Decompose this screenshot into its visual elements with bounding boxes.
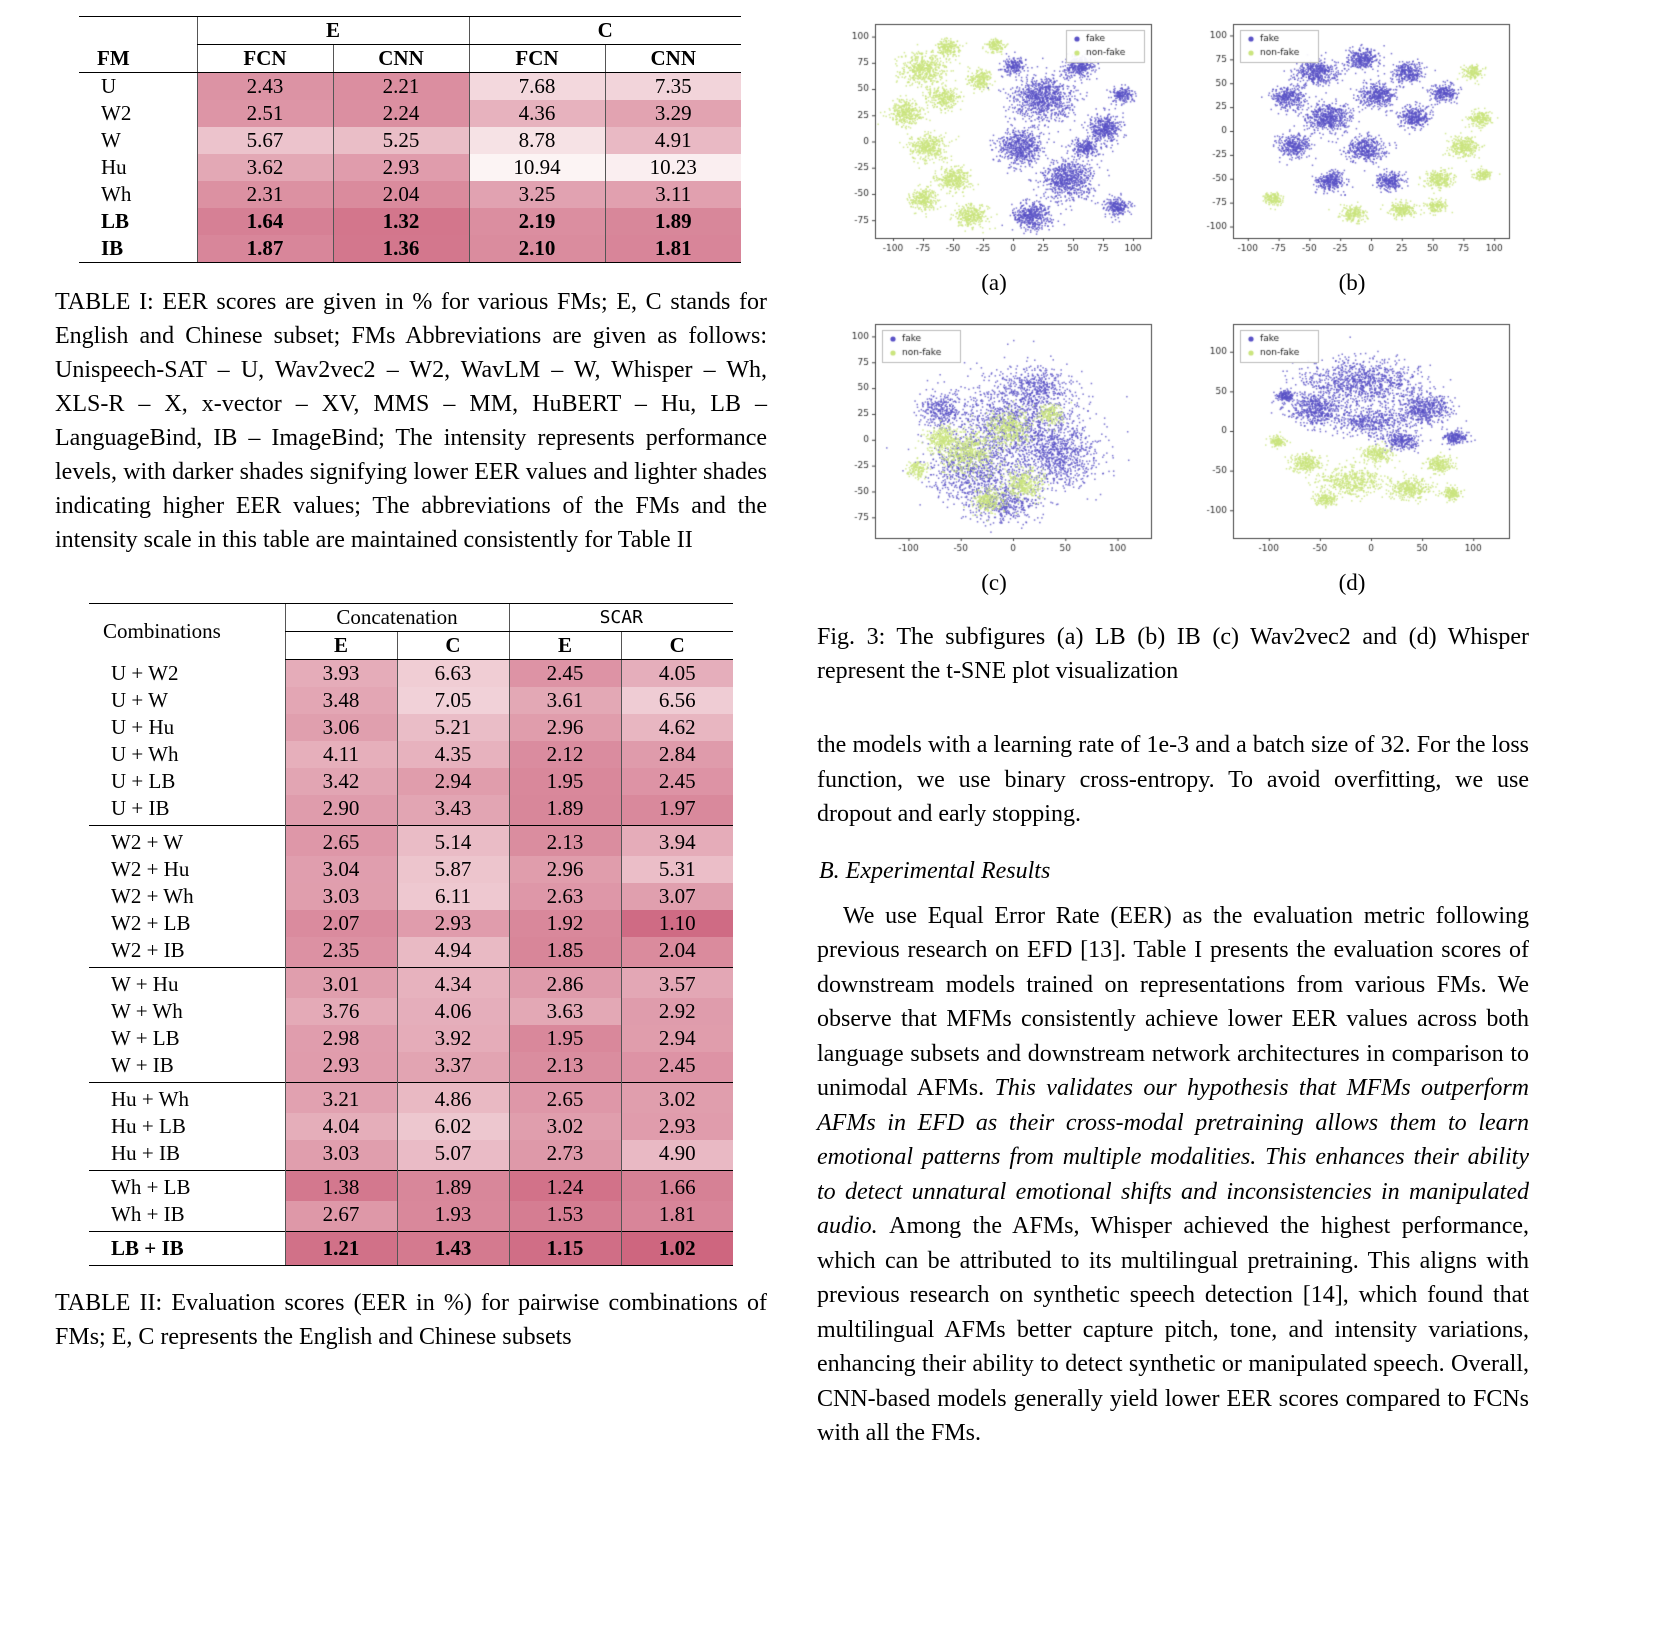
eer-cell: 1.95 — [509, 1025, 621, 1052]
table-row — [89, 937, 733, 968]
eer-cell: 3.94 — [621, 826, 733, 857]
eer-cell: 2.51 — [197, 100, 333, 127]
eer-cell: 4.91 — [605, 127, 741, 154]
eer-cell: 3.03 — [285, 883, 397, 910]
row-label: U + IB — [111, 796, 170, 820]
table-row — [89, 714, 733, 741]
table1-caption: TABLE I: EER scores are given in % for various FMs; E, C stands for English and Chinese subset; FMs Abbreviations are given as follows: Unispeech-SAT – U, Wav2vec2 – W2, WavLM – W, Whisper – Wh, XLS-R – X, x-vector – XV, MMS – MM, HuBERT – Hu, LB – LanguageBind, IB – ImageBind; The intensity represents performance levels, with darker shades signifying lower EER values and lighter shades indicating higher EER values; The abbreviations of the FMs and the intensity scale in this table are maintained consistently for Table II — [55, 289, 767, 553]
figure3-grid — [817, 16, 1529, 610]
table-row — [89, 1140, 733, 1171]
table-row — [79, 154, 741, 181]
eer-cell: 6.11 — [397, 883, 509, 910]
eer-cell: 2.86 — [509, 968, 621, 999]
eer-cell: 1.97 — [621, 795, 733, 826]
eer-cell: 2.67 — [285, 1201, 397, 1232]
eer-cell: 3.25 — [469, 181, 605, 208]
eer-cell: 2.65 — [285, 826, 397, 857]
row-label: W2 + Wh — [111, 884, 194, 908]
eer-cell: 1.95 — [509, 768, 621, 795]
eer-cell: 3.29 — [605, 100, 741, 127]
eer-cell: 3.37 — [397, 1052, 509, 1083]
eer-cell: 4.62 — [621, 714, 733, 741]
table2-caption: TABLE II: Evaluation scores (EER in %) for pairwise combinations of FMs; E, C represents the English and Chinese subsets — [55, 1290, 767, 1350]
table-row — [79, 73, 741, 101]
eer-cell: 2.73 — [509, 1140, 621, 1171]
row-label: U — [101, 74, 117, 98]
row-label: W + LB — [111, 1026, 180, 1050]
table-row — [79, 208, 741, 235]
eer-cell: 5.14 — [397, 826, 509, 857]
right-column — [817, 16, 1529, 1451]
row-label: Hu + IB — [111, 1141, 181, 1165]
eer-cell: 2.90 — [285, 795, 397, 826]
row-label: W + Hu — [89, 968, 285, 999]
eer-cell: 3.01 — [285, 968, 397, 999]
eer-cell: 2.96 — [509, 856, 621, 883]
tsne-plot-d — [1187, 316, 1517, 566]
table-row — [89, 1052, 733, 1083]
eer-cell: 4.86 — [397, 1083, 509, 1114]
subplot-label-a: (a) — [981, 270, 1007, 295]
eer-cell: 6.63 — [397, 660, 509, 688]
row-label: U + Wh — [111, 742, 179, 766]
eer-cell: 5.31 — [621, 856, 733, 883]
eer-cell: 4.04 — [285, 1113, 397, 1140]
table-1-eer — [79, 16, 741, 263]
subplot-label-c: (c) — [981, 570, 1007, 595]
table-row — [89, 1083, 733, 1114]
row-label: Hu — [101, 155, 127, 179]
eer-cell: 4.36 — [469, 100, 605, 127]
table1-col-fcn-e: FCN — [197, 45, 333, 73]
eer-cell: 3.93 — [285, 660, 397, 688]
eer-cell: 2.94 — [621, 1025, 733, 1052]
table-row — [89, 741, 733, 768]
eer-cell: 2.12 — [509, 741, 621, 768]
eer-cell: 4.35 — [397, 741, 509, 768]
eer-cell: 3.06 — [285, 714, 397, 741]
row-label: W2 + LB — [111, 911, 191, 935]
eer-cell: 1.64 — [197, 208, 333, 235]
table1-corner-label: FM — [79, 45, 197, 73]
figure3-subplot-d — [1177, 316, 1527, 610]
row-label: W + IB — [111, 1053, 174, 1077]
eer-cell: 2.93 — [621, 1113, 733, 1140]
row-label: W — [101, 128, 121, 152]
paragraph-segment-normal: Among the AFMs, Whisper achieved the highest performance, which can be attributed to its multilingual pretraining. This aligns with previous research on synthetic speech detection [14], which found that multilingual AFMs better capture pitch, tone, and intensity variations, enhancing their ability to detect synthetic or manipulated speech. Overall, CNN-based models generally yield lower EER scores compared to FCNs with all the FMs. — [817, 1213, 1530, 1446]
table1-group-header-row — [79, 17, 741, 45]
table-row — [89, 1232, 733, 1266]
subplot-label-b: (b) — [1338, 270, 1366, 295]
eer-cell: 2.07 — [285, 910, 397, 937]
row-label: Hu + LB — [111, 1114, 186, 1138]
eer-cell: 5.25 — [333, 127, 469, 154]
eer-cell: 1.36 — [333, 235, 469, 263]
row-label: Wh + LB — [89, 1171, 285, 1202]
eer-cell: 2.35 — [285, 937, 397, 968]
table2-col-c-concat: C — [397, 632, 509, 660]
eer-cell: 1.81 — [621, 1201, 733, 1232]
eer-cell: 1.89 — [397, 1171, 509, 1202]
row-label: LB — [101, 209, 130, 233]
table-row — [89, 1025, 733, 1052]
row-label: U + LB — [111, 769, 176, 793]
eer-cell: 7.68 — [469, 73, 605, 101]
eer-cell: 3.02 — [621, 1083, 733, 1114]
eer-cell: 5.67 — [197, 127, 333, 154]
eer-cell: 2.31 — [197, 181, 333, 208]
table2-group-scar: SCAR — [509, 604, 733, 632]
eer-cell: 1.89 — [605, 208, 741, 235]
eer-cell: 3.48 — [285, 687, 397, 714]
table-row — [89, 795, 733, 826]
tsne-plot-a — [829, 16, 1159, 266]
eer-cell: 3.07 — [621, 883, 733, 910]
eer-cell: 3.43 — [397, 795, 509, 826]
eer-cell: 7.05 — [397, 687, 509, 714]
table-row — [89, 660, 733, 688]
row-label: U + W — [111, 688, 168, 712]
eer-cell: 2.21 — [333, 73, 469, 101]
eer-cell: 2.04 — [621, 937, 733, 968]
eer-cell: 2.92 — [621, 998, 733, 1025]
table-row — [79, 181, 741, 208]
row-label: LB + IB — [89, 1232, 285, 1266]
eer-cell: 1.21 — [285, 1232, 397, 1266]
eer-cell: 2.19 — [469, 208, 605, 235]
eer-cell: 4.11 — [285, 741, 397, 768]
table2-col-c-scar: C — [621, 632, 733, 660]
table2-corner-label: Combinations — [89, 604, 285, 660]
row-label: Wh — [101, 182, 132, 206]
eer-cell: 3.04 — [285, 856, 397, 883]
table2-group-concatenation: Concatenation — [285, 604, 509, 632]
eer-cell: 2.13 — [509, 826, 621, 857]
row-label: U + Hu — [111, 715, 175, 739]
eer-cell: 2.04 — [333, 181, 469, 208]
table1-group-c: C — [469, 17, 741, 45]
table-row — [79, 127, 741, 154]
table-row — [89, 1113, 733, 1140]
table1-body — [79, 73, 741, 263]
eer-cell: 3.03 — [285, 1140, 397, 1171]
eer-cell: 2.45 — [621, 1052, 733, 1083]
table1-subheader-row — [79, 45, 741, 73]
eer-cell: 4.34 — [397, 968, 509, 999]
table-2-combinations — [89, 603, 733, 1266]
paragraph-training-details: the models with a learning rate of 1e-3 and a batch size of 32. For the loss function, we use binary cross-entropy. To avoid overfitting, we use dropout and early stopping. — [817, 732, 1529, 827]
eer-cell: 1.53 — [509, 1201, 621, 1232]
eer-cell: 3.61 — [509, 687, 621, 714]
table-row — [89, 998, 733, 1025]
eer-cell: 1.93 — [397, 1201, 509, 1232]
table-row — [89, 826, 733, 857]
eer-cell: 5.21 — [397, 714, 509, 741]
table-row — [89, 968, 733, 999]
eer-cell: 3.02 — [509, 1113, 621, 1140]
row-label: U + W2 — [111, 660, 179, 685]
tsne-plot-b — [1187, 16, 1517, 266]
table1-group-e: E — [197, 17, 469, 45]
table2-body — [89, 660, 733, 1266]
section-heading-experimental-results: B. Experimental Results — [819, 857, 1051, 884]
table2-group-header-row — [89, 604, 733, 632]
eer-cell: 4.06 — [397, 998, 509, 1025]
eer-cell: 6.02 — [397, 1113, 509, 1140]
eer-cell: 1.38 — [285, 1171, 397, 1202]
eer-cell: 2.98 — [285, 1025, 397, 1052]
eer-cell: 2.43 — [197, 73, 333, 101]
eer-cell: 3.57 — [621, 968, 733, 999]
eer-cell: 1.02 — [621, 1232, 733, 1266]
eer-cell: 1.89 — [509, 795, 621, 826]
table1-col-cnn-e: CNN — [333, 45, 469, 73]
eer-cell: 10.94 — [469, 154, 605, 181]
table-row — [89, 1201, 733, 1232]
eer-cell: 1.24 — [509, 1171, 621, 1202]
eer-cell: 2.94 — [397, 768, 509, 795]
eer-cell: 2.93 — [333, 154, 469, 181]
eer-cell: 10.23 — [605, 154, 741, 181]
eer-cell: 3.42 — [285, 768, 397, 795]
left-column — [55, 16, 767, 1451]
table-row — [89, 883, 733, 910]
eer-cell: 1.87 — [197, 235, 333, 263]
tsne-plot-c — [829, 316, 1159, 566]
eer-cell: 3.62 — [197, 154, 333, 181]
eer-cell: 2.93 — [285, 1052, 397, 1083]
eer-cell: 4.05 — [621, 660, 733, 688]
subplot-label-d: (d) — [1338, 570, 1366, 595]
eer-cell: 1.10 — [621, 910, 733, 937]
eer-cell: 4.90 — [621, 1140, 733, 1171]
eer-cell: 5.87 — [397, 856, 509, 883]
table-row — [79, 100, 741, 127]
table-row — [89, 1171, 733, 1202]
eer-cell: 1.92 — [509, 910, 621, 937]
eer-cell: 1.66 — [621, 1171, 733, 1202]
paragraph-segment-normal: We use Equal Error Rate (EER) as the evaluation metric following previous research on EFD [13]. Table I presents the evaluation scores of downstream models trained on representations from various FMs. We observe that MFMs consistently achieve lower EER values across both language subsets and downstream network architectures in comparison to unimodal AFMs. — [817, 902, 1529, 1101]
table1-col-cnn-c: CNN — [605, 45, 741, 73]
eer-cell: 3.76 — [285, 998, 397, 1025]
table-row — [89, 768, 733, 795]
figure3-subplot-a — [819, 16, 1169, 310]
row-label: IB — [79, 235, 197, 263]
eer-cell: 2.65 — [509, 1083, 621, 1114]
table2-col-e-scar: E — [509, 632, 621, 660]
eer-cell: 5.07 — [397, 1140, 509, 1171]
table-row — [89, 910, 733, 937]
eer-cell: 2.96 — [509, 714, 621, 741]
eer-cell: 3.21 — [285, 1083, 397, 1114]
eer-cell: 7.35 — [605, 73, 741, 101]
results-paragraph — [817, 899, 1529, 1451]
row-label: W + Wh — [111, 999, 183, 1023]
eer-cell: 2.13 — [509, 1052, 621, 1083]
row-label: W2 + IB — [111, 938, 185, 962]
eer-cell: 1.15 — [509, 1232, 621, 1266]
row-label: W2 + Hu — [111, 857, 190, 881]
row-label: W2 — [101, 101, 132, 125]
row-label: Hu + Wh — [89, 1083, 285, 1114]
eer-cell: 4.94 — [397, 937, 509, 968]
paragraph-segment-italic: This validates our hypothesis that MFMs outperform AFMs in EFD as their cross-modal pretraining allows them to learn emotional patterns from multiple modalities. This enhances their ability to detect unnatural emotional shifts and inconsistencies in manipulated audio. — [817, 1075, 1529, 1239]
eer-cell: 1.43 — [397, 1232, 509, 1266]
row-label: Wh + IB — [111, 1202, 185, 1226]
table2-col-e-concat: E — [285, 632, 397, 660]
table1-corner-empty — [79, 17, 197, 45]
eer-cell: 2.10 — [469, 235, 605, 263]
eer-cell: 2.24 — [333, 100, 469, 127]
eer-cell: 2.45 — [509, 660, 621, 688]
eer-cell: 2.63 — [509, 883, 621, 910]
eer-cell: 1.85 — [509, 937, 621, 968]
table-row — [89, 687, 733, 714]
table-row — [79, 235, 741, 263]
table1-col-fcn-c: FCN — [469, 45, 605, 73]
figure3-subplot-c — [819, 316, 1169, 610]
eer-cell: 6.56 — [621, 687, 733, 714]
eer-cell: 2.93 — [397, 910, 509, 937]
eer-cell: 1.32 — [333, 208, 469, 235]
eer-cell: 3.11 — [605, 181, 741, 208]
eer-cell: 2.45 — [621, 768, 733, 795]
row-label: W2 + W — [89, 826, 285, 857]
eer-cell: 2.84 — [621, 741, 733, 768]
figure3-caption: Fig. 3: The subfigures (a) LB (b) IB (c) Wav2vec2 and (d) Whisper represent the t-SNE plot visualization — [817, 624, 1529, 684]
eer-cell: 1.81 — [605, 235, 741, 263]
eer-cell: 3.63 — [509, 998, 621, 1025]
table-row — [89, 856, 733, 883]
figure3-subplot-b — [1177, 16, 1527, 310]
eer-cell: 3.92 — [397, 1025, 509, 1052]
eer-cell: 8.78 — [469, 127, 605, 154]
